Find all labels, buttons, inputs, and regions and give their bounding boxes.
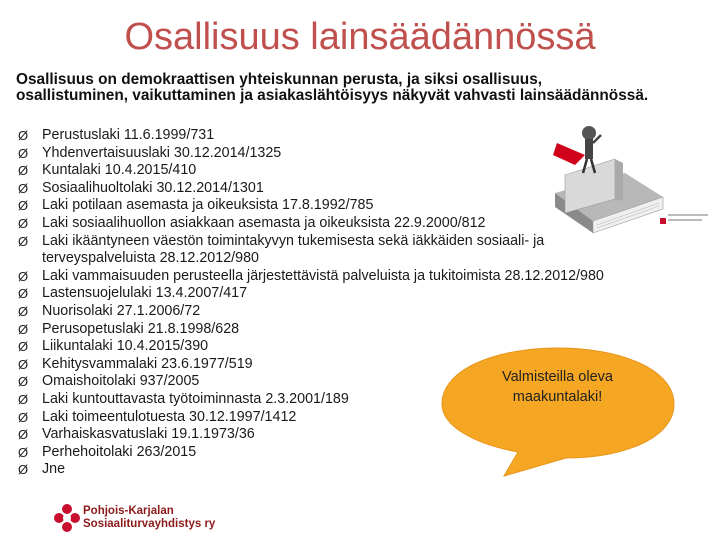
bullet-arrow-icon: Ø [18,163,29,179]
bullet-arrow-icon: Ø [18,286,29,302]
law-list-item [18,268,652,286]
bullet-arrow-icon: Ø [18,321,29,337]
book-hero-illustration [545,115,665,235]
bullet-arrow-icon: Ø [18,180,29,196]
intro-paragraph: Osallisuus on demokraattisen yhteiskunnan perusta, ja siksi osallisuus, osallistuminen, vaikuttaminen ja asiakaslähtöisyys näkyvät vahvasti lainsäädännössä. [16,71,649,104]
bullet-arrow-icon: Ø [18,391,29,407]
organization-name [83,505,215,530]
law-text: Laki toimeentulotuesta 30.12.1997/1412 [42,408,297,425]
law-text: Perhehoitolaki 263/2015 [42,443,197,460]
law-text: Jne [42,461,66,478]
law-text: Varhaiskasvatuslaki 19.1.1973/36 [42,426,255,443]
bullet-arrow-icon: Ø [18,128,29,143]
callout-text [455,367,660,407]
callout-line-2: maakuntalaki! [512,389,603,405]
bullet-arrow-icon: Ø [18,409,29,425]
organization-logo-icon [52,502,82,534]
law-text: Nuorisolaki 27.1.2006/72 [42,302,201,319]
organization-name-line-1: Pohjois-Karjalan [83,505,174,517]
law-text: Perustuslaki 11.6.1999/731 [42,127,215,143]
law-text: Laki vammaisuuden perusteella järjestettävistä palveluista ja tukitoimista 28.12.2012/980 [42,267,604,284]
bullet-arrow-icon: Ø [18,145,29,161]
bullet-arrow-icon: Ø [18,374,29,390]
callout-line-1: Valmisteilla oleva [502,369,613,385]
law-list-item [18,285,652,303]
law-text: Perusopetuslaki 21.8.1998/628 [42,320,240,337]
bullet-arrow-icon: Ø [18,268,29,284]
law-list-item [18,233,652,268]
bullet-arrow-icon: Ø [18,233,29,249]
law-text: Laki sosiaalihuollon asiakkaan asemasta ja oikeuksista 22.9.2000/812 [42,214,486,231]
law-text: Yhdenvertaisuuslaki 30.12.2014/1325 [42,144,282,161]
law-text: Omaishoitolaki 937/2005 [42,373,200,390]
law-text: Kuntalaki 10.4.2015/410 [42,162,197,179]
law-list-item [18,321,652,339]
bullet-arrow-icon: Ø [18,198,29,214]
organization-name-line-2: Sosiaaliturvayhdistys ry [83,517,216,530]
law-text: Laki potilaan asemasta ja oikeuksista 17.8.1992/785 [42,197,374,214]
law-text: Lastensuojelulaki 13.4.2007/417 [42,285,248,302]
law-text: Laki kuntouttavasta työtoiminnasta 2.3.2001/189 [42,390,349,407]
slide-title: Osallisuus lainsäädännössä [124,16,596,58]
callout-bubble-shape [434,340,682,480]
bullet-arrow-icon: Ø [18,356,29,372]
side-logo [660,210,710,228]
law-text: Laki ikääntyneen väestön toimintakyvyn tukemisesta sekä iäkkäiden sosiaali- ja terveyspalveluista 28.12.2012/980 [42,232,545,267]
law-text: Sosiaalihuoltolaki 30.12.2014/1301 [42,179,264,196]
bullet-arrow-icon: Ø [18,303,29,319]
law-list-item [18,303,652,321]
bullet-arrow-icon: Ø [18,444,29,460]
bullet-arrow-icon: Ø [18,215,29,231]
bullet-arrow-icon: Ø [18,339,29,355]
bullet-arrow-icon: Ø [18,462,29,478]
bullet-arrow-icon: Ø [18,427,29,443]
law-text: Liikuntalaki 10.4.2015/390 [42,338,209,355]
law-text: Kehitysvammalaki 23.6.1977/519 [42,355,253,372]
